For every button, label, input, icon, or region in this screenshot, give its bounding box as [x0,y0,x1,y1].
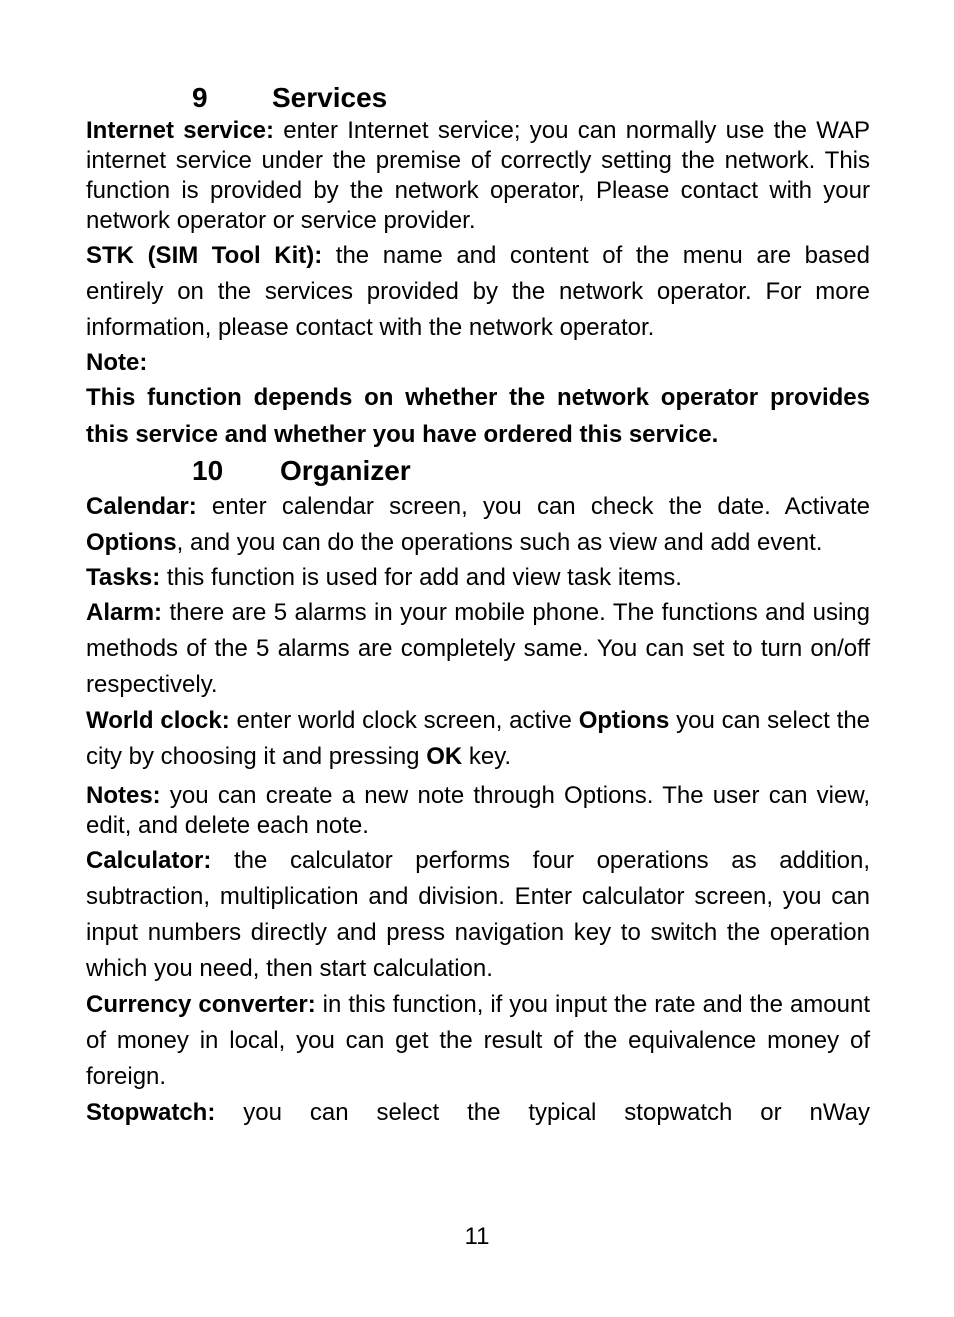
page-number: 11 [464,1223,490,1250]
paragraph-text: the name and content of the menu are based entirely on the services provided by the network operator. For more information, please contact with the network operator. [86,242,870,341]
section-heading-organizer [86,453,870,489]
section-number: 9 [192,82,208,113]
term-label: World clock: [86,707,230,734]
term-label: Calendar: [86,493,197,520]
paragraph-internet-service [86,116,870,236]
term-label: STK (SIM Tool Kit): [86,242,323,269]
paragraph-tasks [86,563,870,593]
paragraph-currency-converter [86,987,870,1095]
document-page [86,80,870,1131]
paragraph-text: the calculator performs four operations as addition, subtraction, multiplication and division. Enter calculator screen, you can input numbers directly and press navigation key to switch the operation which you need, then start calculation. [86,847,870,982]
paragraph-text: enter Internet service; you can normally use the WAP internet service under the premise of correctly setting the network. This function is provided by the network operator, Please contact with your network operator or service provider. [86,117,870,234]
paragraph-world-clock [86,703,870,775]
term-label: Calculator: [86,847,212,874]
paragraph-text: in this function, if you input the rate and the amount of money in local, you can get the result of the equivalence money of foreign. [86,991,870,1090]
note-label [86,348,870,378]
term-label: Notes: [86,782,161,809]
section-title: Services [272,82,388,113]
term-label: Tasks: [86,564,161,591]
section-number: 10 [192,455,224,486]
paragraph-text: there are 5 alarms in your mobile phone. The functions and using methods of the 5 alarms are completely same. You can set to turn on/off respectively. [86,599,870,698]
paragraph-text: enter calendar screen, you can check the date. Activate [196,493,870,520]
paragraph-text: , and you can do the operations such as view and add event. [176,529,823,556]
note-label-text: Note: [86,349,148,376]
ok-keyword: OK [426,743,463,770]
paragraph-notes [86,781,870,841]
paragraph-stk [86,238,870,346]
options-keyword: Options [86,529,177,556]
term-label: Alarm: [86,599,163,626]
options-keyword: Options [578,707,670,734]
term-label: Internet service: [86,117,274,144]
term-label: Currency converter: [86,991,316,1018]
paragraph-text: this function is used for add and view task items. [160,564,682,591]
section-title: Organizer [280,455,411,486]
paragraph-stopwatch [86,1095,870,1131]
paragraph-calculator [86,843,870,987]
paragraph-alarm [86,595,870,703]
paragraph-text: key. [462,743,512,770]
paragraph-calendar [86,489,870,561]
paragraph-text: you can select the city by choosing it and pressing [86,707,871,770]
paragraph-text: enter world clock screen, active [229,707,579,734]
paragraph-text: you can create a new note through Options. The user can view, edit, and delete each note. [86,782,870,839]
paragraph-text: you can select the typical stopwatch or nWay [215,1099,870,1126]
term-label: Stopwatch: [86,1099,216,1126]
section-heading-services [86,80,870,116]
note-body: This function depends on whether the network operator provides this service and whether you have ordered this service. [86,384,870,448]
